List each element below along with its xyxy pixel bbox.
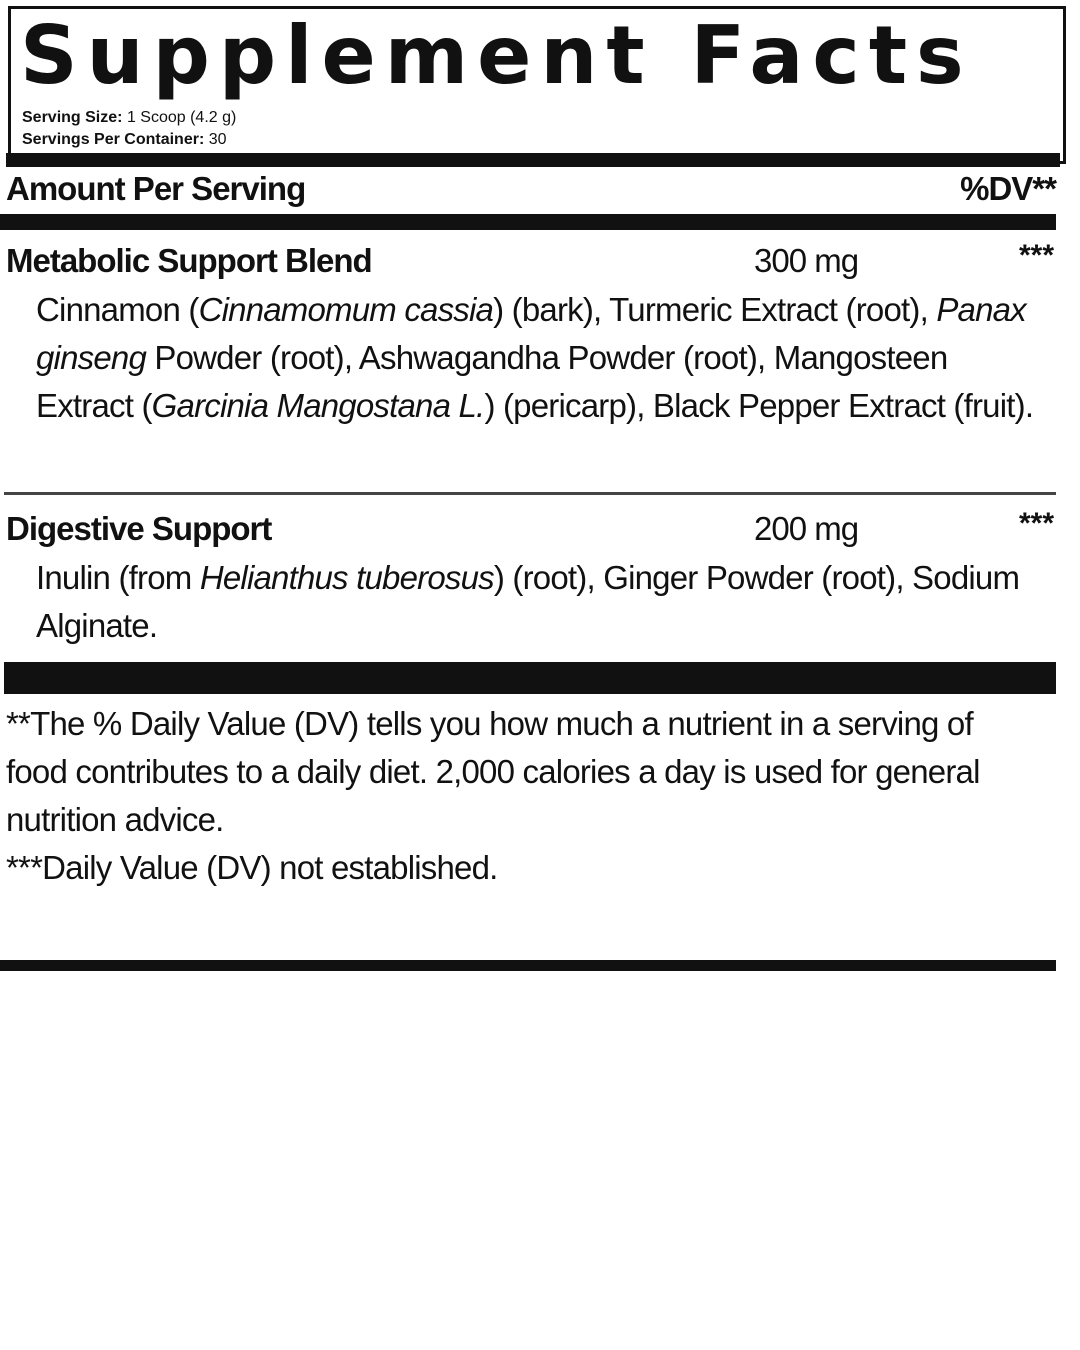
blend-ingredients [36,554,1046,650]
blend-name: Metabolic Support Blend [6,242,372,279]
ingredient-text: ) (pericarp), Black Pepper Extract (fruit). [484,387,1034,424]
blend-amount: 200 mg [754,510,859,547]
ingredient-latin-name: Helianthus tuberosus [199,559,494,596]
serving-size-label: Serving Size: [22,109,123,126]
daily-value-footnote: **The % Daily Value (DV) tells you how much a nutrient in a serving of food contributes to a daily diet. 2,000 calories a day is used for general nutrition advice. [6,705,980,838]
serving-size-line [22,108,236,128]
ingredient-text: Cinnamon ( [36,291,199,328]
servings-per-container-value: 30 [208,131,227,148]
ingredient-text: ) (bark), Turmeric Extract (root), [493,291,937,328]
thick-divider-top [6,153,1060,167]
blend-dv-marker: *** [1018,507,1054,540]
servings-per-container-label: Servings Per Container: [22,131,205,148]
blend-dv-marker: *** [1018,239,1054,272]
dv-not-established-footnote: ***Daily Value (DV) not established. [6,849,498,886]
ingredient-latin-name: Cinnamomum cassia [198,291,494,328]
servings-per-container-line [22,130,227,150]
blend-name: Digestive Support [6,510,272,547]
closing-divider [0,960,1056,971]
panel-title: Supplement Facts [20,9,973,102]
dv-column-header: %DV** [960,170,1056,207]
serving-size-value: 1 Scoop (4.2 g) [126,109,237,126]
blend-ingredients [36,286,1046,430]
thick-divider-bottom [4,662,1056,694]
ingredient-latin-name: Panax ginseng [36,291,1026,376]
amount-per-serving-label: Amount Per Serving [6,170,306,207]
thick-divider-header [0,214,1056,230]
thin-divider [4,492,1056,495]
blend-amount: 300 mg [754,242,859,279]
ingredient-text: Inulin (from [36,559,200,596]
ingredient-text: Powder (root), Ashwagandha Powder (root), Mangosteen Extract ( [36,339,948,424]
ingredient-latin-name: Garcinia Mangostana L. [151,387,485,424]
ingredient-text: ) (root), Ginger Powder (root), Sodium Alginate. [36,559,1020,644]
